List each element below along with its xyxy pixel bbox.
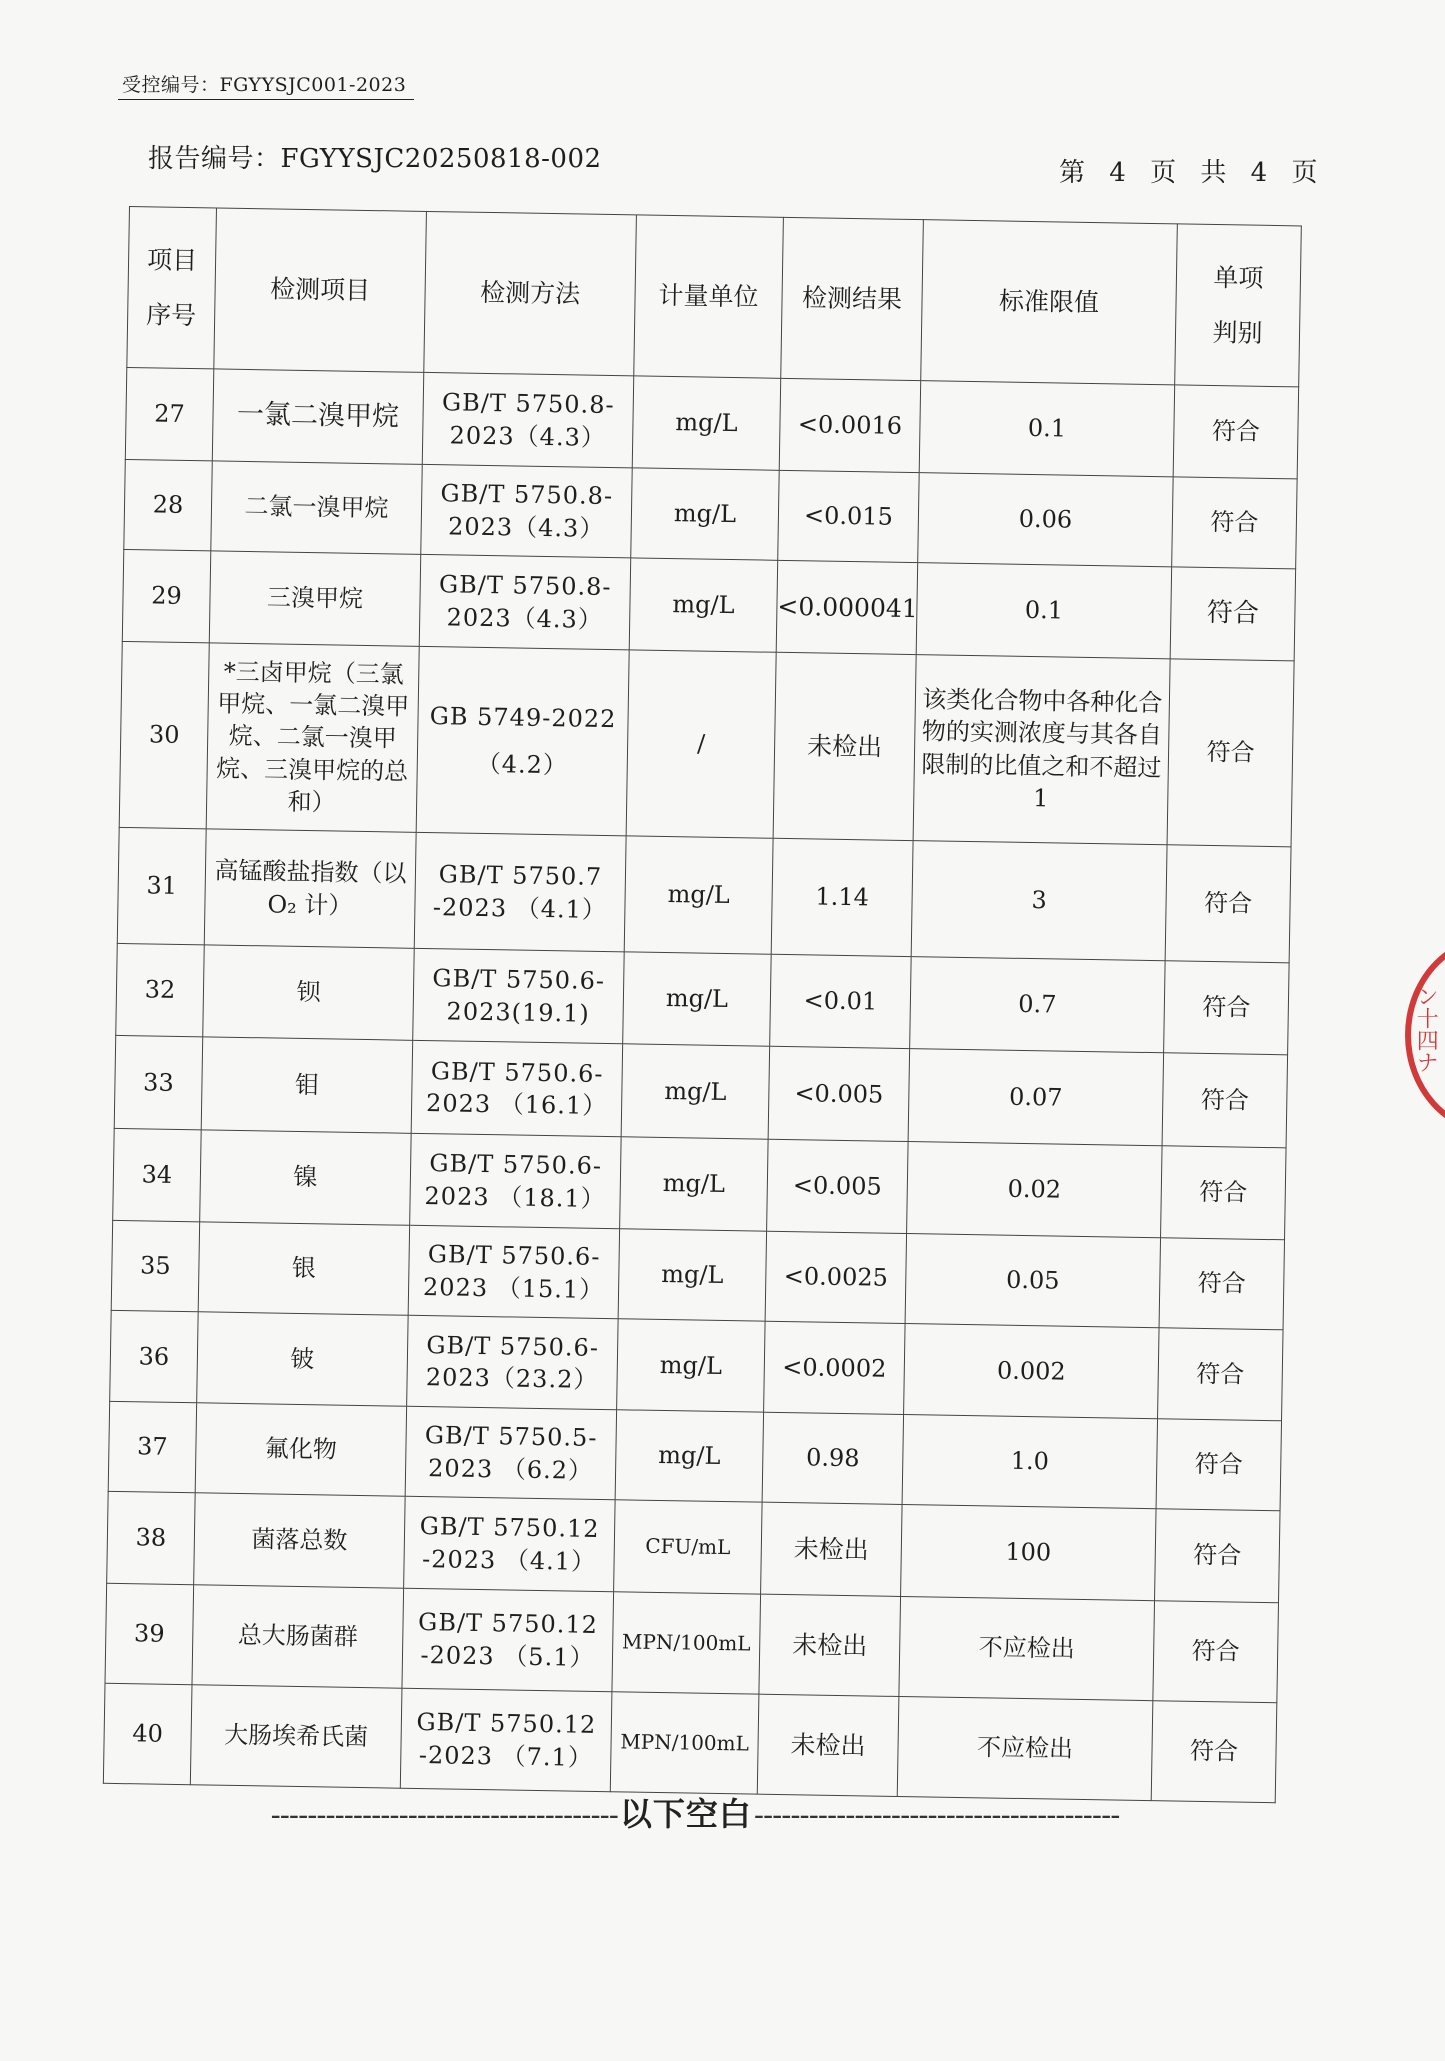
row-limit: 0.07 bbox=[908, 1049, 1164, 1146]
row-limit: 0.7 bbox=[910, 957, 1165, 1053]
row-unit: mg/L bbox=[623, 952, 772, 1046]
row-judge: 符合 bbox=[1161, 1146, 1287, 1240]
header-seq-line2: 序号 bbox=[145, 300, 197, 331]
row-method bbox=[407, 1315, 618, 1409]
row-seq: 28 bbox=[124, 459, 212, 550]
row-judge: 符合 bbox=[1172, 477, 1297, 569]
row-method-line2: （4.2） bbox=[476, 749, 569, 779]
row-method bbox=[410, 1133, 621, 1228]
header-limit: 标准限值 bbox=[921, 220, 1178, 385]
row-unit: mg/L bbox=[629, 558, 778, 652]
row-item: *三卤甲烷（三氯甲烷、一氯二溴甲烷、二氯一溴甲烷、三溴甲烷的总和） bbox=[206, 643, 419, 832]
row-seq: 34 bbox=[113, 1128, 202, 1221]
row-unit: MPN/100mL bbox=[612, 1592, 761, 1694]
row-limit: 3 bbox=[911, 841, 1167, 961]
row-item: 镍 bbox=[200, 1130, 411, 1225]
row-judge: 符合 bbox=[1162, 1053, 1288, 1148]
row-result: <0.000041 bbox=[776, 560, 918, 654]
row-unit: mg/L bbox=[620, 1137, 769, 1231]
row-result: 未检出 bbox=[761, 1502, 903, 1596]
row-result: 0.98 bbox=[762, 1412, 903, 1504]
row-result: <0.0002 bbox=[764, 1321, 905, 1414]
row-item: 铍 bbox=[197, 1312, 408, 1406]
row-method bbox=[400, 1688, 612, 1791]
test-results-table bbox=[103, 206, 1302, 1803]
table-header-row bbox=[127, 207, 1302, 387]
dash-right: ---------------------------------------- bbox=[753, 1798, 1120, 1833]
row-method-line2: 2023（23.2） bbox=[425, 1363, 599, 1394]
row-method-line2: -2023 （5.1） bbox=[420, 1640, 595, 1672]
table-row bbox=[117, 827, 1291, 962]
row-limit: 0.06 bbox=[918, 473, 1173, 567]
row-seq: 36 bbox=[110, 1310, 198, 1402]
row-unit: mg/L bbox=[624, 836, 773, 954]
row-judge: 符合 bbox=[1156, 1419, 1281, 1511]
row-seq: 39 bbox=[105, 1583, 194, 1684]
row-judge: 符合 bbox=[1155, 1509, 1281, 1603]
row-method-line2: 2023 （18.1） bbox=[424, 1181, 606, 1213]
row-unit: MPN/100mL bbox=[610, 1692, 759, 1794]
row-seq: 30 bbox=[119, 641, 209, 828]
row-method-line2: 2023 （6.2） bbox=[427, 1453, 594, 1485]
row-judge: 符合 bbox=[1158, 1328, 1283, 1421]
row-item: 三溴甲烷 bbox=[209, 551, 420, 646]
row-method-line2: 2023 （16.1） bbox=[425, 1089, 608, 1121]
header-seq-line1: 项目 bbox=[146, 245, 198, 276]
row-judge: 符合 bbox=[1167, 659, 1294, 847]
row-method-line1: GB/T 5750.6- bbox=[430, 1056, 604, 1088]
row-result: 1.14 bbox=[771, 838, 913, 956]
row-judge: 符合 bbox=[1153, 1601, 1279, 1703]
page-mid-b: 共 bbox=[1200, 158, 1227, 188]
row-seq: 27 bbox=[125, 367, 214, 460]
row-method bbox=[408, 1225, 619, 1318]
header-item: 检测项目 bbox=[214, 208, 427, 372]
row-limit: 不应检出 bbox=[897, 1696, 1153, 1800]
row-limit: 不应检出 bbox=[899, 1596, 1155, 1700]
row-result: 未检出 bbox=[759, 1594, 901, 1696]
row-result: <0.005 bbox=[768, 1046, 910, 1141]
row-method-line2: 2023（4.3） bbox=[449, 420, 607, 452]
row-method bbox=[416, 646, 629, 835]
dash-left: -------------------------------------- bbox=[270, 1798, 618, 1833]
row-seq: 40 bbox=[103, 1683, 192, 1784]
row-judge: 符合 bbox=[1173, 385, 1299, 479]
row-item: 钡 bbox=[203, 945, 414, 1040]
row-seq: 32 bbox=[116, 943, 205, 1036]
row-unit: mg/L bbox=[631, 468, 779, 560]
row-result: 未检出 bbox=[773, 652, 916, 840]
header-seq bbox=[127, 207, 217, 369]
row-limit: 0.1 bbox=[919, 381, 1174, 477]
row-method-line2: -2023 （4.1） bbox=[432, 892, 608, 924]
row-method bbox=[419, 554, 630, 649]
row-item: 氟化物 bbox=[195, 1403, 406, 1496]
row-method-line2: 2023（4.3） bbox=[447, 511, 605, 543]
row-method bbox=[404, 1496, 615, 1591]
page-mid-a: 页 bbox=[1150, 158, 1177, 188]
row-method-line1: GB 5749-2022 bbox=[429, 702, 617, 734]
page-total: 4 bbox=[1250, 158, 1268, 188]
row-method bbox=[422, 372, 633, 467]
row-unit: mg/L bbox=[621, 1044, 770, 1139]
row-seq: 35 bbox=[111, 1220, 199, 1311]
header-method: 检测方法 bbox=[424, 211, 637, 375]
row-method-line1: GB/T 5750.7 bbox=[438, 860, 603, 892]
row-limit: 0.05 bbox=[905, 1234, 1160, 1328]
table-row bbox=[119, 641, 1294, 846]
header-judge-line1: 单项 bbox=[1213, 262, 1264, 293]
row-limit: 0.002 bbox=[904, 1324, 1159, 1419]
page-indicator bbox=[1056, 152, 1320, 189]
table-row bbox=[105, 1583, 1278, 1702]
control-number: 受控编号：FGYYSJC001-2023 bbox=[118, 70, 414, 100]
row-method-line1: GB/T 5750.6- bbox=[426, 1330, 600, 1362]
row-unit: CFU/mL bbox=[614, 1500, 763, 1594]
header-judge bbox=[1175, 224, 1302, 387]
row-judge: 符合 bbox=[1164, 961, 1290, 1055]
row-limit: 0.02 bbox=[907, 1142, 1162, 1238]
row-limit: 100 bbox=[901, 1504, 1156, 1600]
row-judge: 符合 bbox=[1151, 1701, 1277, 1803]
row-method-line1: GB/T 5750.12 bbox=[416, 1708, 597, 1740]
header-unit: 计量单位 bbox=[634, 215, 784, 378]
row-method bbox=[411, 1040, 623, 1136]
row-item: 大肠埃希氏菌 bbox=[190, 1685, 402, 1788]
row-result: <0.0016 bbox=[779, 378, 921, 472]
header-result: 检测结果 bbox=[781, 217, 924, 380]
row-limit: 1.0 bbox=[902, 1415, 1157, 1509]
row-method-line2: -2023 （4.1） bbox=[421, 1544, 597, 1576]
row-judge: 符合 bbox=[1159, 1238, 1284, 1330]
page-current: 4 bbox=[1109, 158, 1126, 188]
row-method-line1: GB/T 5750.6- bbox=[429, 1149, 603, 1181]
row-method bbox=[402, 1588, 614, 1691]
blank-below-label: 以下空白 bbox=[619, 1795, 752, 1833]
blank-below-marker bbox=[155, 1789, 1235, 1835]
report-number: 报告编号：FGYYSJC20250818-002 bbox=[148, 144, 602, 174]
row-result: <0.005 bbox=[767, 1139, 909, 1233]
row-method bbox=[414, 832, 626, 951]
row-item: 二氯一溴甲烷 bbox=[211, 461, 422, 554]
row-item: 菌落总数 bbox=[194, 1493, 405, 1588]
row-method-line2: 2023 （15.1） bbox=[422, 1272, 605, 1304]
row-method-line1: GB/T 5750.12 bbox=[419, 1512, 600, 1544]
row-method-line2: 2023（4.3） bbox=[446, 602, 604, 634]
row-method-line1: GB/T 5750.6- bbox=[427, 1240, 601, 1272]
seal-text: ン十四ナ bbox=[1413, 985, 1439, 1073]
row-method bbox=[413, 948, 624, 1043]
row-seq: 38 bbox=[107, 1491, 196, 1584]
row-method-line1: GB/T 5750.12 bbox=[417, 1608, 599, 1640]
row-method-line1: GB/T 5750.5- bbox=[424, 1421, 598, 1453]
row-item: 总大肠菌群 bbox=[192, 1585, 404, 1688]
row-item: 银 bbox=[198, 1222, 409, 1315]
row-item: 钼 bbox=[201, 1037, 413, 1133]
page-suffix: 页 bbox=[1291, 158, 1318, 188]
table-row bbox=[103, 1683, 1276, 1802]
row-method-line2: -2023 （7.1） bbox=[418, 1740, 594, 1772]
row-method-line1: GB/T 5750.8- bbox=[441, 388, 615, 420]
row-result: <0.015 bbox=[778, 470, 919, 562]
row-method-line1: GB/T 5750.8- bbox=[438, 570, 612, 602]
row-limit: 0.1 bbox=[916, 563, 1171, 659]
row-method bbox=[421, 464, 632, 557]
page-prefix: 第 bbox=[1059, 158, 1086, 188]
row-unit: mg/L bbox=[618, 1229, 766, 1321]
row-result: 未检出 bbox=[757, 1694, 899, 1796]
row-result: <0.01 bbox=[770, 954, 912, 1048]
row-seq: 33 bbox=[114, 1035, 203, 1129]
row-item: 一氯二溴甲烷 bbox=[212, 369, 423, 464]
row-method-line1: GB/T 5750.6- bbox=[432, 964, 606, 996]
row-limit: 该类化合物中各种化合物的实测浓度与其各自限制的比值之和不超过1 bbox=[913, 655, 1170, 845]
row-unit: mg/L bbox=[615, 1410, 763, 1502]
row-seq: 31 bbox=[117, 827, 206, 944]
row-method-line2: 2023(19.1) bbox=[446, 996, 591, 1028]
row-method-line1: GB/T 5750.8- bbox=[440, 479, 614, 511]
row-judge: 符合 bbox=[1165, 845, 1291, 963]
row-method bbox=[405, 1406, 616, 1499]
header-judge-line2: 判别 bbox=[1212, 317, 1263, 348]
row-unit: mg/L bbox=[617, 1319, 765, 1412]
row-unit: mg/L bbox=[632, 376, 781, 470]
red-seal-stamp bbox=[1405, 935, 1445, 1135]
row-seq: 37 bbox=[108, 1401, 196, 1492]
row-item: 高锰酸盐指数（以O₂ 计） bbox=[204, 829, 416, 948]
row-judge: 符合 bbox=[1170, 567, 1296, 661]
row-result: <0.0025 bbox=[765, 1231, 906, 1323]
row-seq: 29 bbox=[122, 549, 211, 642]
row-unit: / bbox=[626, 650, 776, 838]
